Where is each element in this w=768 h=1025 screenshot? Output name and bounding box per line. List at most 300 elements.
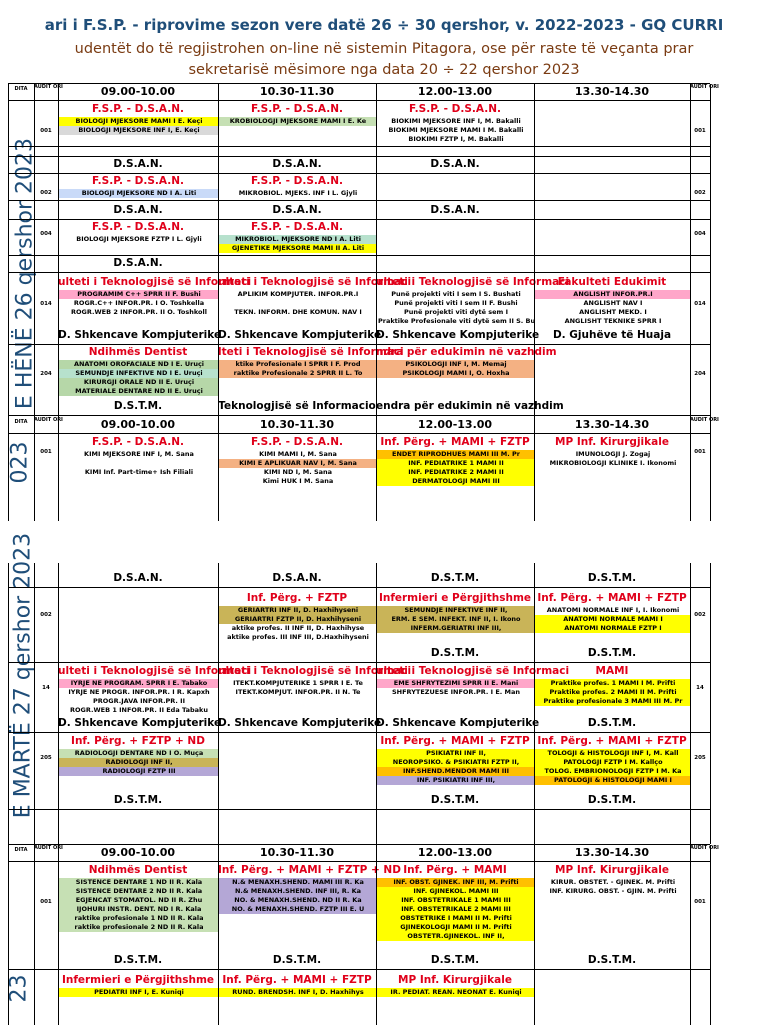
room-r204-row1-slot4 bbox=[535, 369, 690, 378]
slot-header-2: 10.30-11.30 bbox=[259, 418, 335, 431]
room-r002-row3-slot4 bbox=[535, 633, 690, 642]
room-r004-row0-slot1: BIOLOGJI MJEKSORE FZTP I L. Gjyli bbox=[59, 235, 218, 244]
room-r001-row2-slot4 bbox=[535, 135, 690, 144]
room-r001-row3-slot2: NO. & MENAXH.SHEND. FZTP III E. U bbox=[219, 905, 376, 914]
room-r014-row1-slot3: Punë projekti viti I sem II F. Bushi bbox=[377, 299, 534, 308]
day-label-fragment: 023 bbox=[7, 441, 33, 484]
day2-001-row3-slot2: Kimi HUK I M. Sana bbox=[219, 477, 376, 486]
room-r205-row1-slot3: NEOROPSIKO. & PSIKIATRI FZTP II, bbox=[377, 758, 534, 767]
room-r014-slot1-dept: D. Shkencave Kompjuterike bbox=[58, 329, 222, 341]
room-r14-slot1-title: ulteti i Teknologjisë së Informaci bbox=[58, 665, 252, 677]
day2-001-row1-slot4: MIKROBIOLOGJI KLINIKE I. Ikonomi bbox=[535, 459, 690, 468]
room-r205-row0-slot2 bbox=[219, 749, 376, 758]
room-r14-row2-slot2 bbox=[219, 697, 376, 706]
room-r205-slot2-dept bbox=[218, 793, 376, 809]
room-r004-slot2-title: F.S.P. - D.S.A.N. bbox=[251, 221, 343, 233]
room-r001-slot2-dept: D.S.A.N. bbox=[272, 158, 322, 170]
room-r002-row2-slot4: ANATOMI NORMALE FZTP I bbox=[535, 624, 690, 633]
room-r014-row2-slot4: ANGLISHT MEKD. I bbox=[535, 308, 690, 317]
col-divider bbox=[8, 563, 9, 844]
room-r14-row1-slot2: ITEKT.KOMPJUT. INFOR.PR. II N. Te bbox=[219, 688, 376, 697]
room-r014-row2-slot3: Punë projekti viti dytë sem I bbox=[377, 308, 534, 317]
room-number: 002 bbox=[694, 612, 706, 618]
day2-001-row3-slot3: DERMATOLOGJI MAMI III bbox=[377, 477, 534, 486]
room-r205-slot1-dept: D.S.T.M. bbox=[113, 794, 163, 806]
row-divider bbox=[8, 969, 710, 970]
room-r004-row0-slot3 bbox=[377, 235, 534, 244]
col-divider bbox=[690, 84, 691, 521]
room-r14-row3-slot4 bbox=[535, 706, 690, 715]
room-r014-slot3-dept: D. Shkencave Kompjuterike bbox=[376, 329, 540, 341]
day2-001-row1-slot2: KIMI E APLIKUAR NAV I, M. Sana bbox=[219, 459, 376, 468]
dita-header: DITA bbox=[14, 86, 28, 92]
room-r14-slot4-title: MAMI bbox=[595, 665, 629, 677]
room-r002-slot1-title: F.S.P. - D.S.A.N. bbox=[92, 175, 184, 187]
room-r014-slot2-title: ulteti i Teknologjisë së Informaci bbox=[218, 276, 412, 288]
day3-002-row0-slot2: RUND. BRENDSH. INF I, D. Haxhihys bbox=[219, 988, 376, 997]
slot-header-4: 13.30-14.30 bbox=[574, 85, 650, 98]
room-r014-slot3-title: ulteti i Teknologjisë së Informaci bbox=[376, 276, 570, 288]
room-r004-row1-slot2: GJENETIKE MJEKSORE MAMI II A. Liti bbox=[219, 244, 376, 253]
room-r002-slot3-title bbox=[376, 174, 534, 188]
room-r001-row6-slot2 bbox=[219, 932, 376, 941]
room-number: 001 bbox=[694, 128, 706, 134]
room-r004-slot4-dept bbox=[534, 256, 690, 272]
room-r14-row0-slot4: Praktike profes. 1 MAMI I M. Prifti bbox=[535, 679, 690, 688]
room-r002-row1-slot2: GERIARTRI FZTP II, D. Haxhihyseni bbox=[219, 615, 376, 624]
row-divider bbox=[8, 662, 710, 663]
room-r001-row1-slot4 bbox=[535, 126, 690, 135]
room-r001-row4-slot1: raktike profesionale 1 ND II R. Kala bbox=[59, 914, 218, 923]
room-r001-slot1-dept: D.S.A.N. bbox=[113, 158, 163, 170]
room-r14-row3-slot3 bbox=[377, 706, 534, 715]
col-divider bbox=[8, 845, 9, 1025]
room-r14-row2-slot1: PROGR.JAVA INFOR.PR. II bbox=[59, 697, 218, 706]
audit-header-right: AUDIT ORI bbox=[690, 845, 719, 851]
col-divider bbox=[218, 84, 219, 521]
room-r001-row2-slot3: INF. OBSTETRIKALE 1 MAMI III bbox=[377, 896, 534, 905]
room-r004-row0-slot4 bbox=[535, 235, 690, 244]
room-r014-row2-slot2: TEKN. INFORM. DHE KOMUN. NAV I bbox=[219, 308, 376, 317]
room-r002-row1-slot4: ANATOMI NORMALE MAMI I bbox=[535, 615, 690, 624]
room-r001-row2-slot1: EGJENCAT STOMATOL. ND II R. Zhu bbox=[59, 896, 218, 905]
day2-001-row2-slot1: KIMI Inf. Part-time+ Ish Filiali bbox=[59, 468, 218, 477]
room-r14-row1-slot3: SHFRYTEZUESE INFOR.PR. I E. Man bbox=[377, 688, 534, 697]
room-r002-slot2-dept: D.S.A.N. bbox=[272, 204, 322, 216]
room-r004-slot2-dept bbox=[218, 256, 376, 272]
room-r001-row1-slot2 bbox=[219, 126, 376, 135]
col-divider bbox=[690, 845, 691, 1025]
room-r204-slot3-dept: endra për edukimin në vazhdim bbox=[376, 400, 564, 412]
dita-header: DITA bbox=[14, 847, 28, 853]
room-r002-slot1-title bbox=[58, 591, 218, 605]
room-r14-row0-slot2: ITEKT.KOMPJUTERIKE 1 SPRR I E. Te bbox=[219, 679, 376, 688]
day3-002-row0-slot1: PEDIATRI INF I, E. Kuniqi bbox=[59, 988, 218, 997]
room-r001-row1-slot3: INF. GJINEKOL. MAMI III bbox=[377, 887, 534, 896]
room-r14-row2-slot4: Praktike profesionale 3 MAMI III M. Pr bbox=[535, 697, 690, 706]
room-number: 204 bbox=[40, 371, 52, 377]
room-r204-slot2-title: lteti i Teknologjisë së Informaci bbox=[218, 346, 404, 358]
room-r001-row0-slot1: SISTENCE DENTARE 1 ND II R. Kala bbox=[59, 878, 218, 887]
room-r205-row1-slot2 bbox=[219, 758, 376, 767]
schedule-title: ari i F.S.P. - riprovime sezon vere datë 26 ÷ 30 qershor, v. 2022-2023 - GQ CURRI bbox=[44, 16, 724, 34]
room-number: 204 bbox=[694, 371, 706, 377]
room-r002-row0-slot4 bbox=[535, 189, 690, 198]
room-r001-slot1-dept: D.S.T.M. bbox=[113, 954, 163, 966]
row-divider bbox=[8, 732, 710, 733]
room-number: 001 bbox=[694, 899, 706, 905]
room-r14-row1-slot4: Praktike profes. 2 MAMI II M. Prifti bbox=[535, 688, 690, 697]
row-divider bbox=[8, 200, 710, 201]
room-r001-row2-slot4 bbox=[535, 896, 690, 905]
room-r001-slot1-dept: D.S.A.N. bbox=[113, 572, 163, 584]
room-r205-slot3-title: Inf. Përg. + MAMI + FZTP bbox=[380, 735, 530, 747]
room-r014-slot2-dept: D. Shkencave Kompjuterike bbox=[218, 329, 382, 341]
room-r205-row1-slot1: RADIOLOGJI INF II, bbox=[59, 758, 218, 767]
col-divider bbox=[710, 84, 711, 521]
day-label-fragment: 23 bbox=[6, 974, 32, 1003]
room-r014-row3-slot1 bbox=[59, 317, 218, 326]
row-divider bbox=[8, 100, 710, 101]
room-r002-row0-slot2: GERIARTRI INF II, D. Haxhihyseni bbox=[219, 606, 376, 615]
col-divider bbox=[58, 845, 59, 1025]
room-r205-row2-slot3: INF.SHEND.MENDOR MAMI III bbox=[377, 767, 534, 776]
day-tuesday-table bbox=[8, 532, 710, 844]
room-r002-row3-slot3 bbox=[377, 633, 534, 642]
room-r205-slot4-dept: D.S.T.M. bbox=[587, 794, 637, 806]
room-r204-slot4-dept bbox=[534, 399, 690, 415]
room-number: 001 bbox=[40, 899, 52, 905]
room-number: 205 bbox=[694, 755, 706, 761]
room-r014-row0-slot3: Punë projekti viti I sem I S. Bushati bbox=[377, 290, 534, 299]
room-number: 002 bbox=[694, 190, 706, 196]
room-r001-row5-slot3: GJINEKOLOGJI MAMI II M. Prifti bbox=[377, 923, 534, 932]
room-r001-slot3-dept: D.S.A.N. bbox=[430, 158, 480, 170]
day-label: E MARTË 27 qershor 2023 bbox=[10, 532, 36, 819]
room-r14-row3-slot1: ROGR.WEB 1 INFOR.PR. II Eda Tabaku bbox=[59, 706, 218, 715]
room-r14-slot2-title: ulteti i Teknologjisë së Informaci bbox=[218, 665, 412, 677]
row-divider bbox=[8, 433, 710, 434]
room-r001-slot2-dept: D.S.A.N. bbox=[272, 572, 322, 584]
room-r002-slot3-dept: D.S.T.M. bbox=[430, 647, 480, 659]
col-divider bbox=[534, 563, 535, 844]
room-r001-slot4-dept: D.S.T.M. bbox=[587, 572, 637, 584]
room-r001-slot4-dept: D.S.T.M. bbox=[587, 954, 637, 966]
room-r002-row2-slot2: aktike profes. II INF II, D. Haxhihyse bbox=[219, 624, 376, 633]
room-r001-slot2-dept: D.S.T.M. bbox=[272, 954, 322, 966]
room-r014-row3-slot4: ANGLISHT TEKNIKE SPRR I bbox=[535, 317, 690, 326]
room-r205-row2-slot4: TOLOG. EMBRIONOLOGJI FZTP I M. Ka bbox=[535, 767, 690, 776]
slot-header-3: 12.00-13.00 bbox=[417, 846, 493, 859]
room-r002-row1-slot3: ERM. E SEM. INFEKT. INF II, I. Ikono bbox=[377, 615, 534, 624]
room-number: 002 bbox=[40, 190, 52, 196]
audit-header: AUDIT ORI bbox=[34, 84, 63, 90]
room-r002-row0-slot1 bbox=[59, 606, 218, 615]
room-r001-row3-slot4 bbox=[535, 905, 690, 914]
day2-001-row1-slot3: INF. PEDIATRIKE 1 MAMI II bbox=[377, 459, 534, 468]
room-r14-slot4-dept: D.S.T.M. bbox=[587, 717, 637, 729]
slot-header-2: 10.30-11.30 bbox=[259, 85, 335, 98]
room-r14-slot3-title: ulteti i Teknologjisë së Informaci bbox=[376, 665, 570, 677]
room-r14-row3-slot2 bbox=[219, 706, 376, 715]
room-r002-row0-slot3 bbox=[377, 189, 534, 198]
room-number: 004 bbox=[694, 231, 706, 237]
room-r204-row1-slot1: SEMUNDJE INFEKTIVE ND I E. Uruçi bbox=[59, 369, 218, 378]
room-r205-row3-slot3: INF. PSIKIATRI INF III, bbox=[377, 776, 534, 785]
room-number: 014 bbox=[40, 301, 52, 307]
room-r205-row2-slot1: RADIOLOGJI FZTP III bbox=[59, 767, 218, 776]
room-r204-row3-slot1: MATERIALE DENTARE ND II E. Uruçi bbox=[59, 387, 218, 396]
day-monday-table bbox=[7, 83, 719, 521]
room-r004-slot1-dept: D.S.A.N. bbox=[113, 257, 163, 269]
room-r014-slot4-title: Fakulteti Edukimit bbox=[557, 276, 667, 288]
room-r002-row3-slot2: aktike profes. III INF III, D.Haxhihyseni bbox=[219, 633, 376, 642]
room-r004-slot3-dept bbox=[376, 256, 534, 272]
room-r205-row0-slot3: PSIKIATRI INF II, bbox=[377, 749, 534, 758]
room-r001-row1-slot1: BIOLOGJI MJEKSORE INF I, E. Keçi bbox=[59, 126, 218, 135]
slot-header-2: 10.30-11.30 bbox=[259, 846, 335, 859]
room-r001-slot3-dept: D.S.T.M. bbox=[430, 954, 480, 966]
room-r205-slot2-title bbox=[218, 734, 376, 748]
day2-001-h2: Inf. Përg. + MAMI + FZTP bbox=[380, 436, 530, 448]
room-number: 205 bbox=[40, 755, 52, 761]
room-r001-row0-slot2: N.& MENAXH.SHEND. MAMI III R. Ka bbox=[219, 878, 376, 887]
room-r001-row5-slot2 bbox=[219, 923, 376, 932]
room-r204-row2-slot2 bbox=[219, 378, 376, 387]
room-r001-row0-slot3: INF. OBST. GJINEK. INF III, M. Prifti bbox=[377, 878, 534, 887]
room-r001-row4-slot2 bbox=[219, 914, 376, 923]
room-r204-row2-slot3 bbox=[377, 378, 534, 387]
day3-002-row0-slot4 bbox=[535, 988, 690, 997]
day3-002-slot2-title: Inf. Përg. + MAMI + FZTP bbox=[222, 974, 372, 986]
day3-002-slot1-title: Infermieri e Përgjithshme bbox=[61, 974, 215, 986]
room-r204-row0-slot3: PSIKOLOGJI INF I, M. Memaj bbox=[377, 360, 534, 369]
room-r004-slot4-title bbox=[534, 220, 690, 234]
room-r002-slot2-title: F.S.P. - D.S.A.N. bbox=[251, 175, 343, 187]
room-r002-row0-slot2: MIKROBIOL. MJEKS. INF I L. Gjyli bbox=[219, 189, 376, 198]
room-r205-row2-slot2 bbox=[219, 767, 376, 776]
col-divider bbox=[690, 563, 691, 844]
day2-001-h0: F.S.P. - D.S.A.N. bbox=[92, 436, 184, 448]
room-r002-row3-slot1 bbox=[59, 633, 218, 642]
room-r001-row6-slot3: OBSTETR.GJINEKOL. INF II, bbox=[377, 932, 534, 941]
col-divider bbox=[218, 563, 219, 844]
room-r204-row0-slot1: ANATOMI OROFACIALE ND I E. Uruçi bbox=[59, 360, 218, 369]
day3-002-row0-slot3: IR. PEDIAT. REAN. NEONAT E. Kuniqi bbox=[377, 988, 534, 997]
room-r014-row1-slot1: ROGR.C++ INFOR.PR. I O. Toshkella bbox=[59, 299, 218, 308]
room-r001-slot4-dept bbox=[534, 157, 690, 173]
room-r002-slot3-title: Infermieri e Përgjithshme bbox=[378, 592, 532, 604]
room-r14-row1-slot1: IYRJE NE PROGR. INFOR.PR. I R. Kapxh bbox=[59, 688, 218, 697]
room-r204-slot4-title bbox=[534, 345, 690, 359]
room-r001-row1-slot2: N.& MENAXH.SHEND. INF III, R. Ka bbox=[219, 887, 376, 896]
room-r001-row1-slot1: SISTENCE DENTARE 2 ND II R. Kala bbox=[59, 887, 218, 896]
room-r014-row0-slot2: APLIKIM KOMPJUTER. INFOR.PR.I bbox=[219, 290, 376, 299]
col-divider bbox=[376, 563, 377, 844]
room-r001-slot4-title bbox=[534, 102, 690, 116]
col-divider bbox=[218, 845, 219, 1025]
room-r001-row2-slot2 bbox=[219, 135, 376, 144]
room-r001-slot4-title: MP Inf. Kirurgjikale bbox=[555, 864, 669, 876]
registration-dates: sekretarisë mësimore nga data 20 ÷ 22 qershor 2023 bbox=[188, 62, 580, 78]
room-r002-slot1-dept: D.S.A.N. bbox=[113, 204, 163, 216]
room-r002-row0-slot4: ANATOMI NORMALE INF I, I. Ikonomi bbox=[535, 606, 690, 615]
day2-001-row3-slot1 bbox=[59, 477, 218, 486]
day2-001-row1-slot1 bbox=[59, 459, 218, 468]
room-r205-slot1-title: Inf. Përg. + FZTP + ND bbox=[71, 735, 205, 747]
room-r205-slot3-dept: D.S.T.M. bbox=[430, 794, 480, 806]
room-r014-row0-slot1: PROGRAMIM C++ SPRR II F. Bushi bbox=[59, 290, 218, 299]
room-r001-slot1-title: F.S.P. - D.S.A.N. bbox=[92, 103, 184, 115]
day2-001-row3-slot4 bbox=[535, 477, 690, 486]
col-divider bbox=[376, 84, 377, 521]
day2-001-row0-slot3: ENDET RIPRODHUES MAMI III M. Pr bbox=[377, 450, 534, 459]
room-r002-slot3-dept: D.S.A.N. bbox=[430, 204, 480, 216]
room-r14-slot2-dept: D. Shkencave Kompjuterike bbox=[218, 717, 382, 729]
room-number: 14 bbox=[42, 685, 50, 691]
room-number: 14 bbox=[696, 685, 704, 691]
day2-001-row2-slot4 bbox=[535, 468, 690, 477]
room-r001-slot1-title: Ndihmës Dentist bbox=[88, 864, 188, 876]
dita-header: DITA bbox=[14, 419, 28, 425]
room-r014-row3-slot2 bbox=[219, 317, 376, 326]
room-r204-row1-slot2: raktike Profesionale 2 SPRR II L. To bbox=[219, 369, 376, 378]
room-r014-row0-slot4: ANGLISHT INFOR.PR.I bbox=[535, 290, 690, 299]
room-r004-row1-slot3 bbox=[377, 244, 534, 253]
room-r001-row1-slot4: INF. KIRURG. OBST. - GJIN. M. Prifti bbox=[535, 887, 690, 896]
row-divider bbox=[8, 146, 710, 147]
col-divider bbox=[34, 563, 35, 844]
room-r001-row4-slot4 bbox=[535, 914, 690, 923]
room-r205-row3-slot1 bbox=[59, 776, 218, 785]
room-r014-row2-slot1: ROGR.WEB 2 INFOR.PR. II O. Toshkoll bbox=[59, 308, 218, 317]
col-divider bbox=[34, 84, 35, 521]
room-r002-row0-slot1: BIOLOGJI MJEKSORE ND I A. Liti bbox=[59, 189, 218, 198]
day-wednesday-table bbox=[6, 844, 719, 1025]
room-number: 004 bbox=[40, 231, 52, 237]
room-r204-row3-slot4 bbox=[535, 387, 690, 396]
room-r001-row4-slot3: OBSTETRIKE I MAMI II M. Prifti bbox=[377, 914, 534, 923]
room-r014-slot1-title: ulteti i Teknologjisë së Informaci bbox=[58, 276, 252, 288]
room-r004-row1-slot1 bbox=[59, 244, 218, 253]
room-r001-row3-slot3: INF. OBSTETRIKALE 2 MAMI III bbox=[377, 905, 534, 914]
room-r014-row3-slot3: Praktike Profesionale viti dytë sem II S. Bu bbox=[378, 317, 536, 325]
room-r002-slot4-dept: D.S.T.M. bbox=[587, 647, 637, 659]
room-r002-slot4-dept bbox=[534, 203, 690, 219]
room-number: 014 bbox=[694, 301, 706, 307]
room-r205-slot4-title: Inf. Përg. + MAMI + FZTP bbox=[537, 735, 687, 747]
room-r014-row1-slot4: ANGLISHT NAV I bbox=[535, 299, 690, 308]
room-r001-row1-slot3: BIOKIMI MJEKSORE MAMI I M. Bakalli bbox=[377, 126, 534, 135]
room-r001-row0-slot3: BIOKIMI MJEKSORE INF I, M. Bakalli bbox=[377, 117, 534, 126]
room-r001-row0-slot4 bbox=[535, 117, 690, 126]
room-r204-row0-slot4 bbox=[535, 360, 690, 369]
room-r004-row0-slot2: MIKROBIOL. MJEKSORE ND I A. Liti bbox=[219, 235, 376, 244]
audit-header-right: AUDIT ORI bbox=[690, 417, 719, 423]
room-r002-row1-slot1 bbox=[59, 615, 218, 624]
room-r001-row3-slot1: IJOHURI INSTR. DENT. ND I R. Kala bbox=[59, 905, 218, 914]
room-r14-row0-slot1: IYRJE NE PROGRAM. SPRR I E. Tabako bbox=[59, 679, 218, 688]
row-divider bbox=[8, 272, 710, 273]
room-r004-row1-slot4 bbox=[535, 244, 690, 253]
room-r002-slot4-title bbox=[534, 174, 690, 188]
room-number: 001 bbox=[40, 128, 52, 134]
col-divider bbox=[534, 84, 535, 521]
col-divider bbox=[376, 845, 377, 1025]
room-r001-slot3-dept: D.S.T.M. bbox=[430, 572, 480, 584]
room-r002-slot2-title: Inf. Përg. + FZTP bbox=[246, 592, 348, 604]
day3-002-slot3-title: MP Inf. Kirurgjikale bbox=[398, 974, 512, 986]
room-r001-row0-slot1: BIOLOGJI MJEKSORE MAMI I E. Keçi bbox=[59, 117, 218, 126]
room-r205-row0-slot4: TOLOGJI & HISTOLOGJI INF I, M. Kall bbox=[535, 749, 690, 758]
room-r001-row6-slot1 bbox=[59, 932, 218, 941]
slot-header-1: 09.00-10.00 bbox=[100, 85, 176, 98]
room-r001-slot2-title: Inf. Përg. + MAMI + FZTP + ND bbox=[218, 864, 401, 876]
row-divider bbox=[8, 587, 710, 588]
room-r14-slot1-dept: D. Shkencave Kompjuterike bbox=[58, 717, 222, 729]
room-r205-row3-slot4: PATOLOGJI & HISTOLOGJI MAMI I bbox=[535, 776, 690, 785]
room-r14-slot3-dept: D. Shkencave Kompjuterike bbox=[376, 717, 540, 729]
room-r002-row2-slot3: INFERM.GERIATRI INF III, bbox=[377, 624, 534, 633]
room-r204-slot3-title: ndra për edukimin në vazhdim bbox=[376, 346, 557, 358]
room-r204-slot2-dept: Teknologjisë së Informacio bbox=[218, 400, 376, 412]
room-r001-row2-slot3: BIOKIMI FZTP I, M. Bakalli bbox=[377, 135, 534, 144]
room-r205-row3-slot2 bbox=[219, 776, 376, 785]
room-r001-slot3-title: Inf. Përg. + MAMI bbox=[403, 864, 507, 876]
col-divider bbox=[58, 84, 59, 521]
room-r002-slot1-dept bbox=[58, 646, 218, 662]
room-r205-row1-slot4: PATOLOGJI FZTP I M. Kallço bbox=[535, 758, 690, 767]
day2-001-row2-slot2: KIMI ND I, M. Sana bbox=[219, 468, 376, 477]
day2-001-h1: F.S.P. - D.S.A.N. bbox=[251, 436, 343, 448]
room-number: 001 bbox=[694, 449, 706, 455]
room-r204-slot1-dept: D.S.T.M. bbox=[113, 400, 163, 412]
day2-001-row0-slot4: IMUNOLOGJI J. Zogaj bbox=[535, 450, 690, 459]
room-r001-row0-slot4: KIRUR. OBSTET. - GJINEK. M. Prifti bbox=[535, 878, 690, 887]
row-divider bbox=[8, 415, 710, 416]
col-divider bbox=[710, 845, 711, 1025]
slot-header-1: 09.00-10.00 bbox=[100, 846, 176, 859]
col-divider bbox=[710, 563, 711, 844]
room-r001-row2-slot1 bbox=[59, 135, 218, 144]
room-r204-row1-slot3: PSIKOLOGJI MAMI I, O. Hoxha bbox=[377, 369, 534, 378]
room-r001-row6-slot4 bbox=[535, 932, 690, 941]
room-r001-row5-slot4 bbox=[535, 923, 690, 932]
room-r002-slot2-dept bbox=[218, 646, 376, 662]
room-r014-row1-slot2 bbox=[219, 299, 376, 308]
col-divider bbox=[58, 563, 59, 844]
audit-header: AUDIT ORI bbox=[34, 845, 63, 851]
room-r001-slot3-title: F.S.P. - D.S.A.N. bbox=[409, 103, 501, 115]
slot-header-4: 13.30-14.30 bbox=[574, 418, 650, 431]
slot-header-3: 12.00-13.00 bbox=[417, 85, 493, 98]
room-r002-row0-slot3: SEMUNDJE INFEKTIVE INF II, bbox=[377, 606, 534, 615]
room-r001-row5-slot1: raktike profesionale 2 ND II R. Kala bbox=[59, 923, 218, 932]
day3-002-slot4-title bbox=[534, 973, 690, 987]
room-r204-row2-slot1: KIRURGJI ORALE ND II E. Uruçi bbox=[59, 378, 218, 387]
room-r204-row3-slot3 bbox=[377, 387, 534, 396]
room-r014-slot4-dept: D. Gjuhëve të Huaja bbox=[552, 329, 672, 341]
room-r14-row0-slot3: EME SHFRYTEZIMI SPRR II E. Mani bbox=[377, 679, 534, 688]
day2-001-row0-slot2: KIMI MAMI I, M. Sana bbox=[219, 450, 376, 459]
day2-001-row0-slot1: KIMI MJEKSORE INF I, M. Sana bbox=[59, 450, 218, 459]
room-r205-row0-slot1: RADIOLOGJI DENTARE ND I O. Muça bbox=[59, 749, 218, 758]
room-r001-slot2-title: F.S.P. - D.S.A.N. bbox=[251, 103, 343, 115]
row-divider bbox=[8, 809, 710, 810]
room-r001-row2-slot2: NO. & MENAXH.SHEND. ND II R. Ka bbox=[219, 896, 376, 905]
room-r002-slot4-title: Inf. Përg. + MAMI + FZTP bbox=[537, 592, 687, 604]
room-r204-row3-slot2 bbox=[219, 387, 376, 396]
